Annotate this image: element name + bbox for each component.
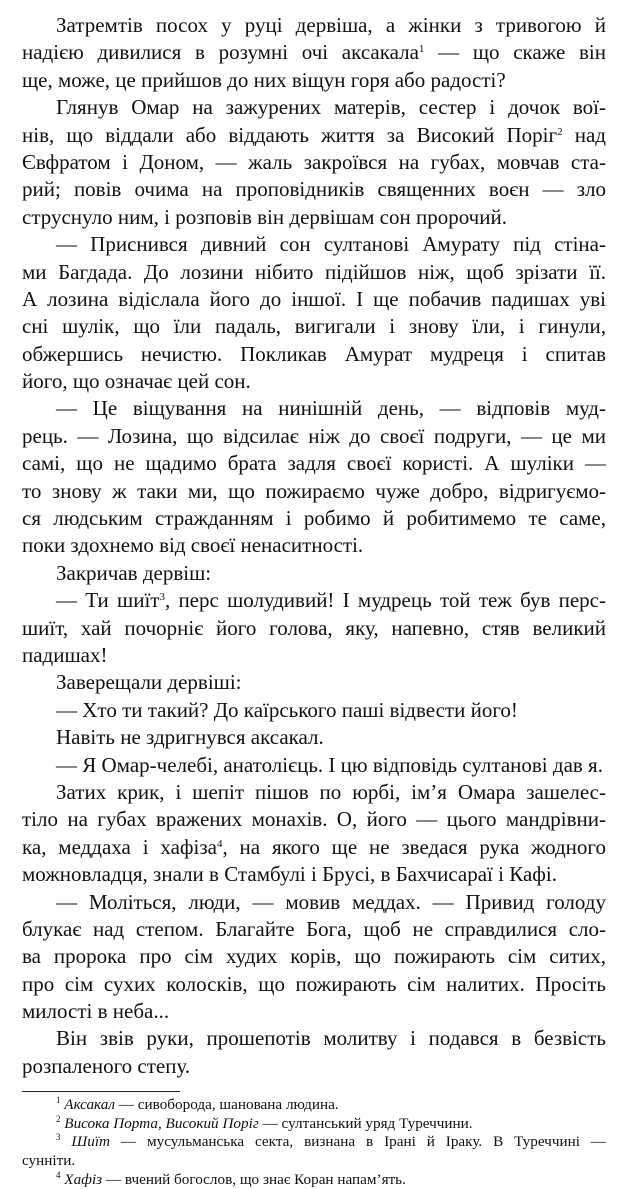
main-text [22, 12, 606, 1080]
text-segment: ка, меддаха і хафіза [22, 834, 217, 859]
text-line: Глянув Омар на зажурених матерів, сестер і дочок вої- [56, 95, 606, 120]
text-line: тіло на губах вражених монахів. О, його — цього мандрівни- [22, 807, 606, 832]
text-line: його, що означає цей сон. [22, 369, 251, 394]
text-line: Затремтів посох у руці дервіша, а жінки з тривогою й [56, 13, 606, 37]
text-line: шиїт, хай почорніє його голова, яку, напевно, стяв великий [22, 615, 606, 640]
footnote-term: Хафіз [64, 1170, 103, 1188]
footnote [22, 1096, 606, 1115]
footnote-divider [22, 1091, 180, 1092]
footnote-number: 2 [56, 1113, 61, 1124]
text-segment: — що скаже він [424, 40, 606, 65]
footnote-text: — сивобородa, шанована людина. [114, 1096, 339, 1114]
book-page [22, 12, 606, 1189]
text-line: ще, може, це прийшов до них віщун горя або радості? [22, 67, 506, 92]
footnote-number: 4 [56, 1169, 61, 1180]
footnote [22, 1171, 606, 1189]
footnote-number: 3 [56, 1132, 61, 1143]
text-line: Євфратом і Доном, — жаль закроївся на губах, мовчав ста- [22, 149, 606, 174]
text-line: падишах! [22, 642, 108, 667]
text-segment: нів, що віддали або віддають життя за Високий Поріг [22, 122, 558, 147]
text-line: поки здохнемо від своєї ненаситності. [22, 533, 364, 558]
footnote-term: Висока Порта, Високий Поріг [64, 1114, 259, 1132]
text-line [22, 587, 606, 614]
footnote-term: Аксакал [64, 1096, 115, 1114]
footnote-text: — вчений богослов, що знає Коран напам’ять. [102, 1170, 406, 1188]
text-segment: — Ти шиїт [56, 588, 160, 613]
footnote-text: — султанський уряд Туреччини. [258, 1114, 473, 1132]
footnote-ref: 3 [159, 591, 165, 604]
text-line [22, 122, 606, 149]
footnote-text: — мусульманська секта, визнана в Ірані й Іраку. В Туреччині — [110, 1133, 607, 1151]
text-line: обжершись нечистю. Покликав Амурат мудреця і спитав [22, 341, 606, 366]
text-line: самі, що не щадимо брата задля своєї користі. А шуліки — [22, 451, 606, 476]
footnote-term: Шиїт [71, 1133, 111, 1151]
text-line: рий; повів очима на проповідників священних воєн — зло [22, 177, 606, 202]
text-line: Він звів руки, прошепотів молитву і подався в безвість [56, 1026, 606, 1051]
text-line: — Приснився дивний сон султанові Амурату під стіна- [56, 232, 606, 257]
text-line: ми Багдада. До лозини нібито підійшов ніж, щоб зрізати її. [22, 259, 606, 284]
footnote-number: 1 [56, 1095, 61, 1106]
text-segment: , перс шолудивий! І мудрець той теж був перс- [164, 588, 606, 613]
text-segment: над [562, 122, 606, 147]
text-line: блукає над степом. Благайте Бога, щоб не справдилися сло- [22, 916, 606, 941]
text-line: Закричав дервіш: [56, 560, 212, 585]
footnote-ref: 2 [557, 125, 563, 138]
text-line: — Моліться, люди, — мовив меддах. — Привид голоду [56, 889, 606, 914]
text-line [22, 834, 606, 861]
text-line: — Хто ти такий? До каїрського паші відвести його! [56, 697, 518, 722]
text-line: рець. — Лозина, що відсилає ніж до своєї подруги, — це ми [22, 423, 606, 448]
text-line [22, 39, 606, 66]
text-segment: надією дивилися в розумні очі аксакала [22, 40, 419, 65]
footnote-ref: 1 [418, 43, 425, 56]
text-line: струснуло ним, і розповів він дервішам сон пророчий. [22, 204, 507, 229]
text-line: ва пророка про сім худих корів, що пожирають сім ситих, [22, 944, 606, 969]
text-line: ся людським стражданням і робимо й робитимемо те саме, [22, 506, 606, 531]
text-line: — Це віщування на нинішній день, — відповів муд- [56, 396, 606, 421]
text-line: можновладця, знали в Стамбулі і Брусі, в Бахчисараї і Кафі. [22, 862, 557, 887]
text-line: Навіть не здригнувся аксакал. [56, 725, 324, 750]
footnote [22, 1115, 606, 1134]
footnotes [22, 1096, 606, 1189]
text-segment: , на якого ще не зведася рука жодного [222, 834, 606, 859]
text-line: про сім сухих колосків, що пожирають сім налитих. Просіть [22, 971, 606, 996]
text-line: Заверещали дервіші: [56, 670, 242, 695]
text-line: А лозина відіслала його до іншої. І ще побачив падишах уві [22, 286, 606, 311]
text-line: Затих крик, і шепіт пішов по юрбі, ім’я Омара зашелес- [56, 779, 606, 804]
footnote [22, 1133, 606, 1152]
text-line: сні шулік, що їли падаль, вигигали і знову їли, і гинули, [22, 314, 606, 339]
text-line: милості в неба... [22, 999, 170, 1024]
footnote-continuation: сунніти. [22, 1152, 76, 1170]
text-line: — Я Омар-челебі, анатолієць. І цю відповідь султанові дав я. [56, 752, 603, 777]
text-line: розпаленого степу. [22, 1053, 191, 1078]
footnote-ref: 4 [216, 837, 223, 850]
text-line: то знову ж таки ми, що пожираємо чуже добро, відригуємо- [22, 478, 606, 503]
